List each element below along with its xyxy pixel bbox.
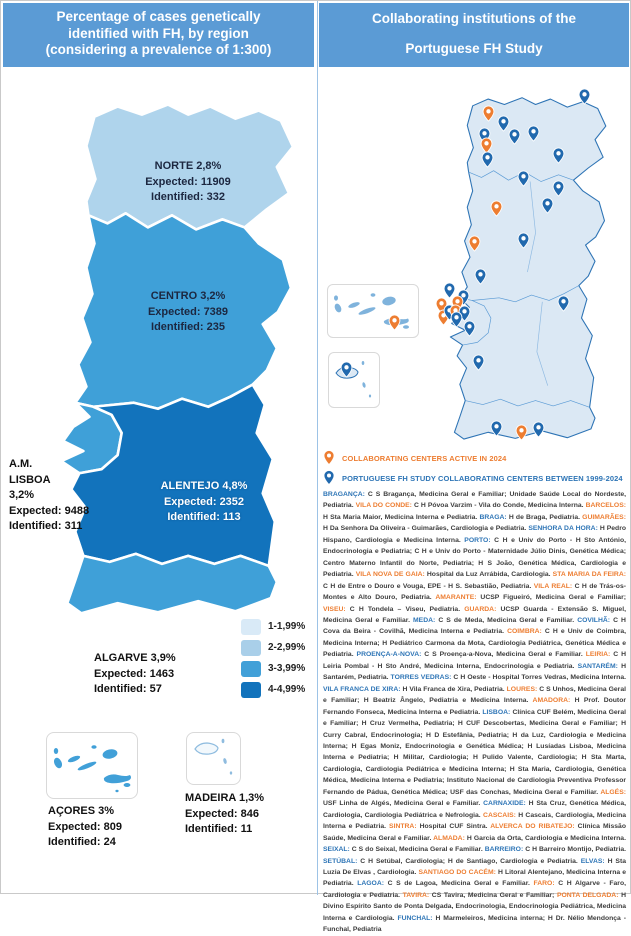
algarve-stats (94, 651, 234, 698)
madeira-identified: Identified: 11 (185, 823, 253, 835)
madeira-expected: Expected: 846 (185, 807, 259, 820)
choropleth-legend (241, 616, 305, 700)
blue-map-pin (472, 354, 485, 371)
legend-swatch (241, 640, 261, 656)
centro-identified: Identified: 235 (151, 321, 225, 333)
center-city-name: STA MARIA DA FEIRA: (552, 571, 627, 579)
center-city-name: VISEU: (323, 605, 346, 613)
center-city-name: PROENÇA-A-NOVA: (356, 651, 422, 659)
center-city-name: COIMBRA: (507, 628, 542, 636)
alentejo-identified: Identified: 113 (167, 511, 241, 523)
center-city-name: LEIRIA: (585, 651, 611, 659)
madeira-islands (187, 733, 239, 783)
legend-item (241, 658, 305, 679)
center-institutions: H Divino Espírito Santo de Ponta Delgada, Endocrinologia, Endocrinologia Pediátrica, Medicina Interna e Cardiologia. (323, 891, 626, 922)
center-city-name: COVILHÃ: (577, 616, 611, 624)
center-institutions: C H Leiria Pombal - H Sto André, Medicina Interna, Endocrinologia e Pediatria. (323, 651, 626, 670)
blue-map-pin (474, 268, 487, 285)
blue-map-pin (463, 320, 476, 337)
acores-identified: Identified: 24 (48, 836, 116, 848)
orange-map-pin (482, 105, 495, 122)
center-institutions: H Sta Cruz, Genética Médica, Cardiologia, Cardiologia Pediátrica e Nefrologia. (323, 800, 627, 819)
center-city-name: FARO: (533, 880, 555, 888)
center-city-name: ALGÉS: (600, 788, 626, 796)
blue-map-pin (481, 151, 494, 168)
center-city-name: PONTA DELGADA: (556, 891, 619, 899)
blue-map-pin (490, 420, 503, 437)
center-institutions: C S Bragança, Medicina Geral e Familiar; Unidade Saúde Local do Nordeste, Pediatria. (323, 491, 626, 510)
center-institutions: UCSP Figueiró, Medicina Geral e Familiar; (476, 594, 626, 602)
region-algarve (67, 554, 277, 613)
algarve-expected: Expected: 1463 (94, 667, 175, 680)
blue-map-pin (557, 295, 570, 312)
legend-range-label: 1-1,99% (268, 621, 306, 632)
norte-stats (108, 159, 268, 206)
center-institutions: H de Braga, Pediatria. (506, 513, 583, 521)
legend-range-label: 3-3,99% (268, 663, 306, 674)
center-city-name: AMADORA: (532, 697, 571, 705)
acores-stats (48, 804, 168, 851)
blue-map-pin (508, 128, 521, 145)
legend-item (241, 679, 305, 700)
norte-expected: Expected: 11909 (145, 175, 231, 188)
right-panel-title (319, 3, 629, 67)
center-institutions: Clínica CUF Belém, Medicina Geral e Familiar; H Cruz Vermelha, Pediatria; H CUF Descobertas, Medicina Geral e Familiar; H Curry Cabral, Endocrinologia; H D Estefânia, Pediatria; H da Luz, Cardiologia e Medicina Interna; H Egas Moniz, Endocrinologia e Genética Médica; H Lusíadas Lisboa, Medicina Interna e Pediatria; H Militar, Cardiologia; H Pulido Valente, Cardiologia; H Sta Marta, Cardiologia, Cardiologia Pediátrica e Medicina Interna; H Sta Maria, Cardiologia, Genética Médica, Medicina Interna e Pediatria; Instituto Nacional de Cardiologia Preventiva Professor Fernando de Pádua, Genética Médica; USF das Conchas, Medicina Geral e Familiar. (323, 708, 626, 796)
center-city-name: SANTIAGO DO CACÉM: (418, 868, 496, 876)
acores-label: AÇORES 3% (48, 805, 115, 817)
institutions-map-portugal (425, 95, 615, 460)
center-city-name: VILA REAL: (533, 582, 573, 590)
center-city-name: GUARDA: (464, 605, 497, 613)
center-institutions: C H Setúbal, Cardiologia; H de Santiago, Cardiologia e Pediatria. (357, 857, 581, 865)
center-city-name: CASCAIS: (483, 811, 516, 819)
legend-active-2024 (323, 450, 506, 470)
legend-item (241, 637, 305, 658)
center-city-name: PORTO: (464, 536, 491, 544)
center-institutions: C S Proença-a-Nova, Medicina Geral e Familiar. (421, 651, 586, 659)
right-title-line1: Collaborating institutions of the (372, 11, 576, 26)
acores-inset-institutions (327, 284, 419, 338)
legend-range-label: 4-4,99% (268, 684, 306, 695)
center-city-name: BRAGANÇA: (323, 491, 365, 498)
blue-map-pin (517, 232, 530, 249)
center-institutions: H Da Senhora Da Oliveira - Guimarães, Cardiologia e Pediatria. (323, 525, 529, 533)
center-city-name: MEDA: (413, 616, 436, 624)
center-institutions: H Cascais, Cardiologia, Medicina Interna e Pediatria. (323, 811, 627, 831)
center-institutions: H Sta Luzia De Elvas , Cardiologia. (323, 857, 627, 876)
center-institutions: C H Cova da Beira - Covilhã, Medicina Interna e Pediatria. (323, 616, 626, 636)
center-institutions: USF Linha de Algés, Medicina Geral e Familiar. (323, 800, 484, 808)
blue-map-pin (517, 170, 530, 187)
legend-active-2024-label: COLLABORATING CENTERS ACTIVE IN 2024 (342, 454, 507, 463)
center-city-name: LISBOA: (482, 708, 511, 716)
legend-swatch (241, 619, 261, 635)
blue-map-pin (552, 180, 565, 197)
center-institutions: CS Tavira, Medicina Geral e Familiar; (429, 891, 557, 899)
blue-map-pin (527, 125, 540, 142)
center-city-name: FUNCHAL: (397, 914, 433, 922)
madeira-islands-institutions (329, 353, 378, 406)
center-institutions: H Sta Maria Maior, Medicina Interna e Pediatria. (323, 513, 480, 521)
center-institutions: H Marmeleiros, Medicina interna; H Dr. Nélio Mendonça - Funchal, Pediatria (323, 914, 627, 934)
center-city-name: SEIXAL: (323, 846, 350, 854)
center-institutions: Clínica Missão Saúde, Medicina Geral e Familiar. (323, 823, 626, 842)
blue-map-pin (532, 421, 545, 438)
am-lisboa-identified: Identified: 311 (9, 520, 83, 532)
center-institutions: C S de Meda, Medicina Geral e Familiar. (435, 616, 578, 624)
center-city-name: VILA DO CONDE: (355, 502, 412, 510)
center-city-name: GUIMARÃES: (582, 513, 626, 521)
column-divider (317, 1, 318, 895)
center-institutions: C S do Seixal, Medicina Geral e Familiar. (349, 846, 485, 854)
center-city-name: BRAGA: (479, 513, 507, 521)
alentejo-expected: Expected: 2352 (163, 495, 245, 508)
blue-map-pin (450, 311, 463, 328)
blue-map-pin (340, 361, 353, 378)
center-institutions: C H Tondela – Viseu, Pediatria. (345, 605, 465, 613)
center-institutions: Hospital da Luz Arrábida, Cardiologia. (424, 571, 553, 579)
left-panel-title: Percentage of cases genetically identified with FH, by region (considering a prevalence of 1:300) (3, 3, 314, 67)
madeira-stats (185, 791, 315, 838)
legend-item (241, 616, 305, 637)
legend-1999-2024 (323, 470, 623, 490)
center-institutions: C H e Univ do Porto - H Sto António, Endocrinologia e Pediatria; C H e Univ do Porto - Maternidade Júlio Dinis, Genética Médica; Centro Materno Infantil do Norte, Pediatria; H S João, Genética Médica, Cardiologia e Pediatria. (323, 536, 626, 579)
blue-pin-icon (323, 470, 335, 490)
legend-1999-2024-label: PORTUGUESE FH STUDY COLLABORATING CENTERS BETWEEN 1999-2024 (342, 474, 623, 483)
center-institutions: H Pedro Hispano, Cardiologia e Medicina Interna. (323, 525, 626, 544)
alentejo-stats (129, 479, 279, 526)
center-institutions: C S de Lagoa, Medicina Geral e Familiar. (384, 880, 534, 888)
legend-swatch (241, 682, 261, 698)
center-city-name: VILA FRANCA DE XIRA: (323, 685, 401, 693)
madeira-inset-map (186, 732, 241, 785)
center-institutions: H Prof. Doutor Fernando Fonseca, Medicina Interna e Pediatria. (323, 697, 626, 716)
centro-stats (108, 289, 268, 336)
center-city-name: TAVIRA: (402, 891, 430, 899)
center-city-name: CARNAXIDE: (483, 800, 526, 808)
center-city-name: SETÚBAL: (323, 857, 358, 865)
am-lisboa-label: A.M. LISBOA 3,2% (9, 458, 51, 501)
acores-expected: Expected: 809 (48, 820, 122, 833)
centro-label: CENTRO 3,2% (150, 290, 226, 302)
center-city-name: AMARANTE: (435, 594, 477, 602)
norte-label: NORTE 2,8% (154, 160, 222, 172)
center-city-name: SANTARÉM: (577, 662, 618, 670)
center-institutions: Hospital CUF Sintra. (416, 823, 491, 831)
center-city-name: BARCELOS: (585, 502, 626, 510)
acores-inset-map (46, 732, 138, 799)
center-city-name: ALMADA: (433, 834, 465, 842)
madeira-inset-institutions (328, 352, 380, 408)
center-institutions: H Garcia da Orta, Cardiologia e Medicina Interna. (464, 834, 626, 842)
orange-pin-icon (323, 450, 335, 470)
blue-map-pin (578, 88, 591, 105)
legend-range-label: 2-2,99% (268, 642, 306, 653)
center-city-name: ELVAS: (580, 857, 605, 865)
centers-text (323, 489, 627, 934)
orange-map-pin (388, 314, 401, 331)
algarve-label: ALGARVE 3,9% (94, 652, 176, 664)
center-institutions: C H de Entre o Douro e Vouga, EPE - H S. Sebastião, Pediatria. (323, 582, 534, 590)
center-institutions: H Litoral Alentejano, Medicina Interna e Pediatria. (323, 868, 626, 888)
center-city-name: TORRES VEDRAS: (390, 674, 452, 682)
center-institutions: UCSP Guarda - Extensão S. Miguel, Medicina Geral e Familiar. (323, 605, 626, 624)
blue-map-pin (541, 197, 554, 214)
alentejo-label: ALENTEJO 4,8% (160, 480, 248, 492)
center-institutions: C H de Trás-os-Montes e Alto Douro, Pediatria. (323, 582, 626, 602)
orange-map-pin (490, 200, 503, 217)
center-institutions: H Santarém, Pediatria. (323, 662, 626, 682)
center-institutions: C S Unhos, Medicina Geral e Familiar; H Beatriz Ângelo, Pediatria e Medicina Interna. (323, 685, 626, 705)
centro-expected: Expected: 7389 (147, 305, 229, 318)
center-institutions: C H e Univ de Coimbra, Medicina Interna; H Pediátrico Carmona da Mota, Cardiologia Pediátrica, Genética Médica e Pediatria. (323, 628, 627, 659)
center-city-name: ALVERCA DO RIBATEJO: (490, 823, 575, 831)
right-title-line2: Portuguese FH Study (405, 40, 543, 56)
center-institutions: C H Oeste - Hospital Torres Vedras, Medicina Interna. (451, 674, 626, 682)
blue-map-pin (552, 147, 565, 164)
am-lisboa-stats (9, 457, 129, 535)
orange-map-pin (515, 424, 528, 441)
algarve-identified: Identified: 57 (94, 683, 162, 695)
legend-swatch (241, 661, 261, 677)
center-city-name: SINTRA: (389, 823, 417, 831)
center-city-name: VILA NOVA DE GAIA: (355, 571, 425, 579)
center-institutions: C H Barreiro Montijo, Pediatria. (523, 846, 626, 854)
center-city-name: LAGOA: (357, 880, 385, 888)
orange-map-pin (468, 235, 481, 252)
acores-islands-institutions (328, 285, 417, 336)
center-city-name: BARREIRO: (484, 846, 524, 854)
center-city-name: LOURES: (506, 685, 538, 693)
acores-islands (47, 733, 136, 797)
madeira-label: MADEIRA 1,3% (185, 792, 265, 804)
am-lisboa-expected: Expected: 9488 (9, 504, 90, 517)
center-institutions: C H Póvoa Varzim - Vila do Conde, Medicina Interna. (411, 502, 586, 510)
norte-identified: Identified: 332 (151, 191, 225, 203)
center-city-name: SENHORA DA HORA: (528, 525, 598, 533)
center-institutions: C H Algarve - Faro, Cardiologia e Pediatria. (323, 880, 626, 899)
center-institutions: H Vila Franca de Xira, Pediatria. (400, 685, 507, 693)
